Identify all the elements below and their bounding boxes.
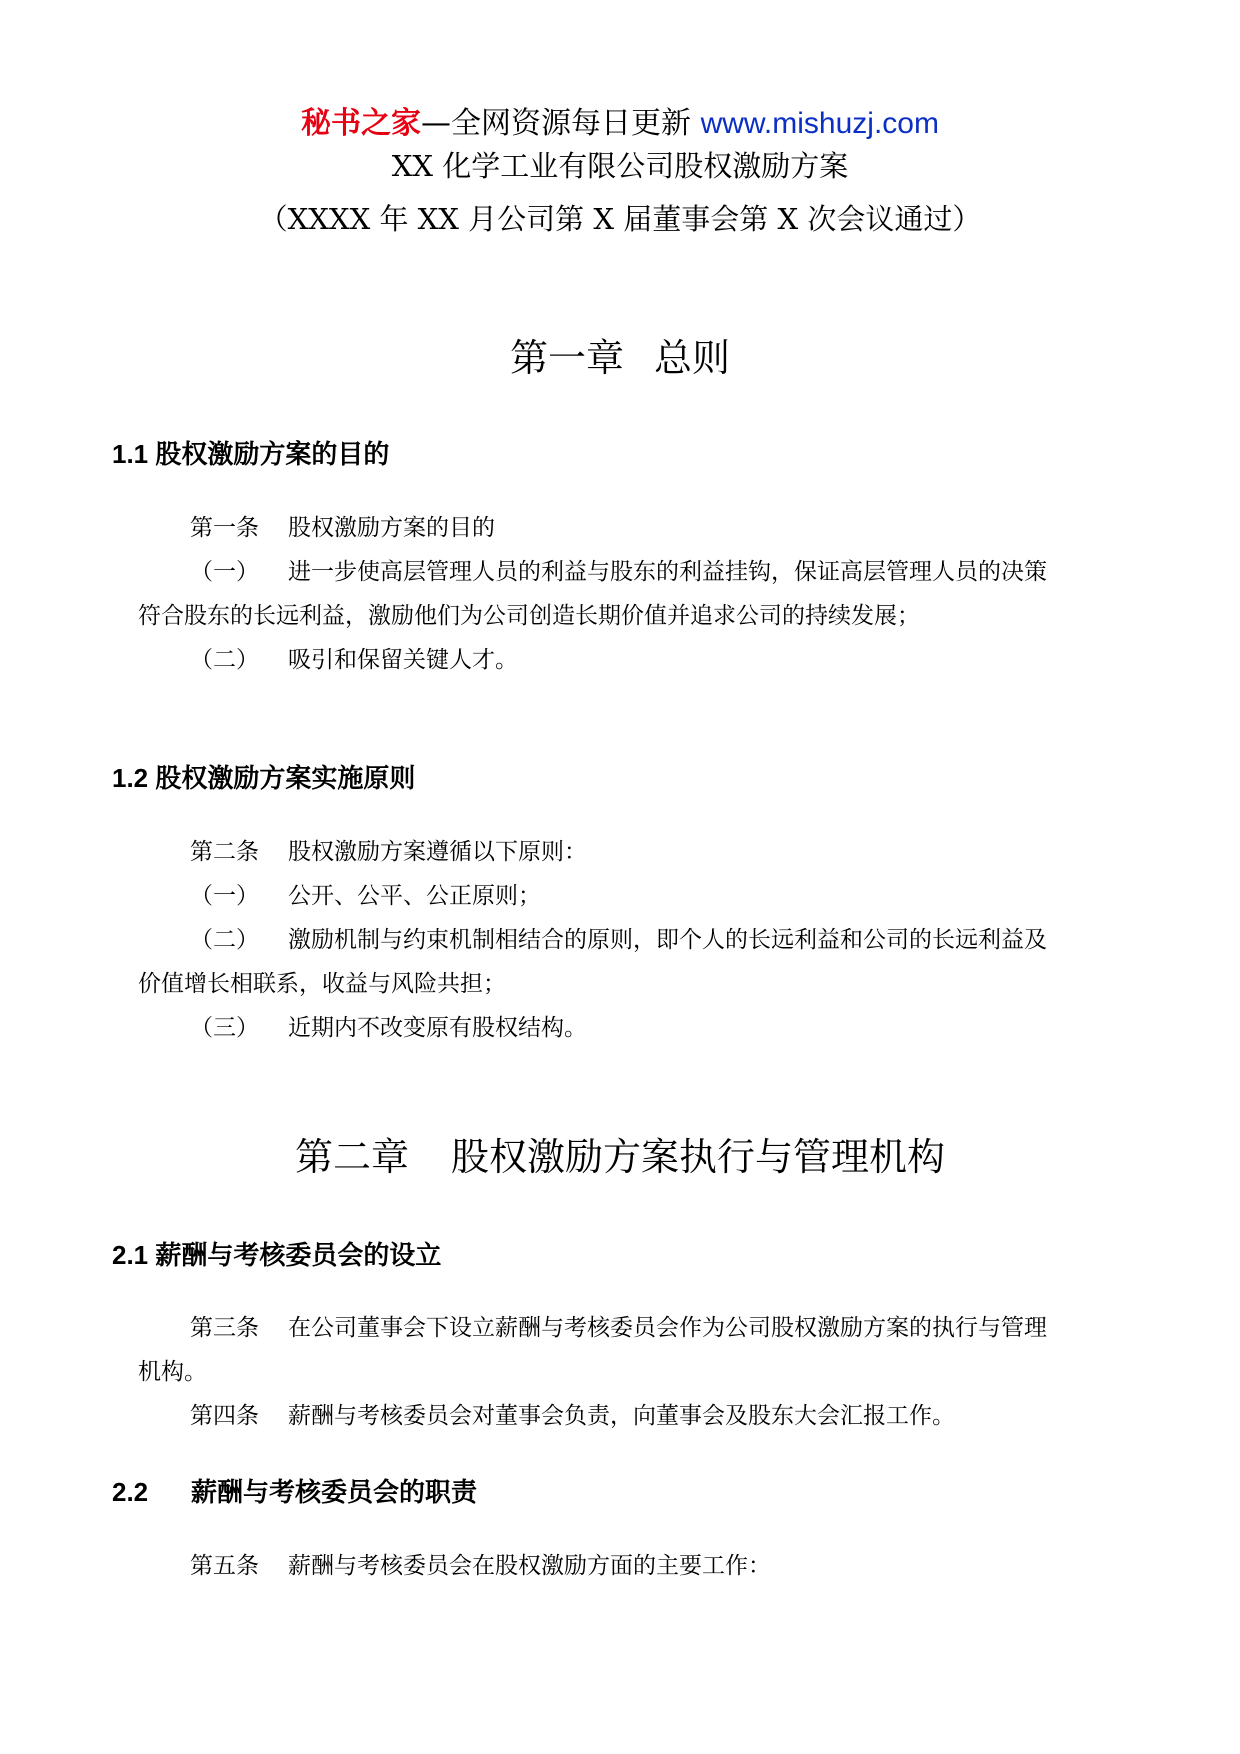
- article-5-text: 薪酬与考核委员会在股权激励方面的主要工作：: [288, 1553, 771, 1579]
- article-3: [138, 1306, 1118, 1394]
- section-2-2-number: 2.2: [112, 1477, 149, 1507]
- article-5-label: 第五条: [190, 1553, 259, 1579]
- article-1-item-2-label: （二）: [190, 647, 259, 673]
- article-1-text: 股权激励方案的目的: [288, 515, 495, 541]
- article-2-item-2: [138, 918, 1118, 1006]
- banner-url-link[interactable]: www.mishuzj.com: [700, 107, 939, 140]
- section-2-2-heading: [112, 1475, 477, 1509]
- article-2-item-2-line2: 价值增长相联系，收益与风险共担；: [138, 971, 506, 997]
- chapter-1-name: 总则: [654, 336, 731, 380]
- article-2-item-2-label: （二）: [190, 927, 259, 953]
- article-5: [138, 1544, 1118, 1588]
- article-2: [138, 830, 1118, 874]
- article-1-item-1: [138, 550, 1118, 638]
- chapter-2-name: 股权激励方案执行与管理机构: [451, 1135, 946, 1179]
- article-4: [138, 1394, 1118, 1438]
- article-2-item-3-label: （三）: [190, 1015, 259, 1041]
- section-2-2-title: 薪酬与考核委员会的职责: [191, 1477, 478, 1507]
- article-2-item-2-line1: 激励机制与约束机制相结合的原则，即个人的长远利益和公司的长远利益及: [288, 927, 1047, 953]
- article-2-label: 第二条: [190, 839, 259, 865]
- article-2-text: 股权激励方案遵循以下原则：: [288, 839, 587, 865]
- article-1-item-2: [138, 638, 1118, 682]
- article-1-item-1-line2: 符合股东的长远利益，激励他们为公司创造长期价值并追求公司的持续发展；: [138, 603, 920, 629]
- article-2-item-1-text: 公开、公平、公正原则；: [288, 883, 541, 909]
- article-3-label: 第三条: [190, 1315, 259, 1341]
- article-1-item-2-text: 吸引和保留关键人才。: [288, 647, 518, 673]
- article-1: [138, 506, 1118, 550]
- article-3-line1: 在公司董事会下设立薪酬与考核委员会作为公司股权激励方案的执行与管理: [288, 1315, 1047, 1341]
- section-1-2-heading: 1.2 股权激励方案实施原则: [112, 763, 416, 793]
- document-subtitle: （XXXX 年 XX 月公司第 X 届董事会第 X 次会议通过）: [258, 202, 982, 236]
- article-1-item-1-line1: 进一步使高层管理人员的利益与股东的利益挂钩，保证高层管理人员的决策: [288, 559, 1047, 585]
- article-4-label: 第四条: [190, 1403, 259, 1429]
- article-3-line2: 机构。: [138, 1359, 207, 1385]
- article-2-item-3-text: 近期内不改变原有股权结构。: [288, 1015, 587, 1041]
- chapter-2-heading: [0, 1132, 1240, 1182]
- article-4-text: 薪酬与考核委员会对董事会负责，向董事会及股东大会汇报工作。: [288, 1403, 955, 1429]
- section-2-1-heading: 2.1 薪酬与考核委员会的设立: [112, 1240, 442, 1270]
- article-1-label: 第一条: [190, 515, 259, 541]
- chapter-2-label: 第二章: [294, 1135, 409, 1179]
- banner-slogan: —全网资源每日更新: [421, 106, 692, 141]
- chapter-1-label: 第一章: [509, 336, 624, 380]
- article-2-item-1: [138, 874, 1118, 918]
- site-banner: [0, 104, 1240, 144]
- banner-brand: 秘书之家: [301, 106, 422, 141]
- section-1-1-heading: 1.1 股权激励方案的目的: [112, 439, 390, 469]
- chapter-1-heading: [0, 333, 1240, 383]
- article-1-item-1-label: （一）: [190, 559, 259, 585]
- document-title: XX 化学工业有限公司股权激励方案: [391, 149, 849, 183]
- article-2-item-3: [138, 1006, 1118, 1050]
- article-2-item-1-label: （一）: [190, 883, 259, 909]
